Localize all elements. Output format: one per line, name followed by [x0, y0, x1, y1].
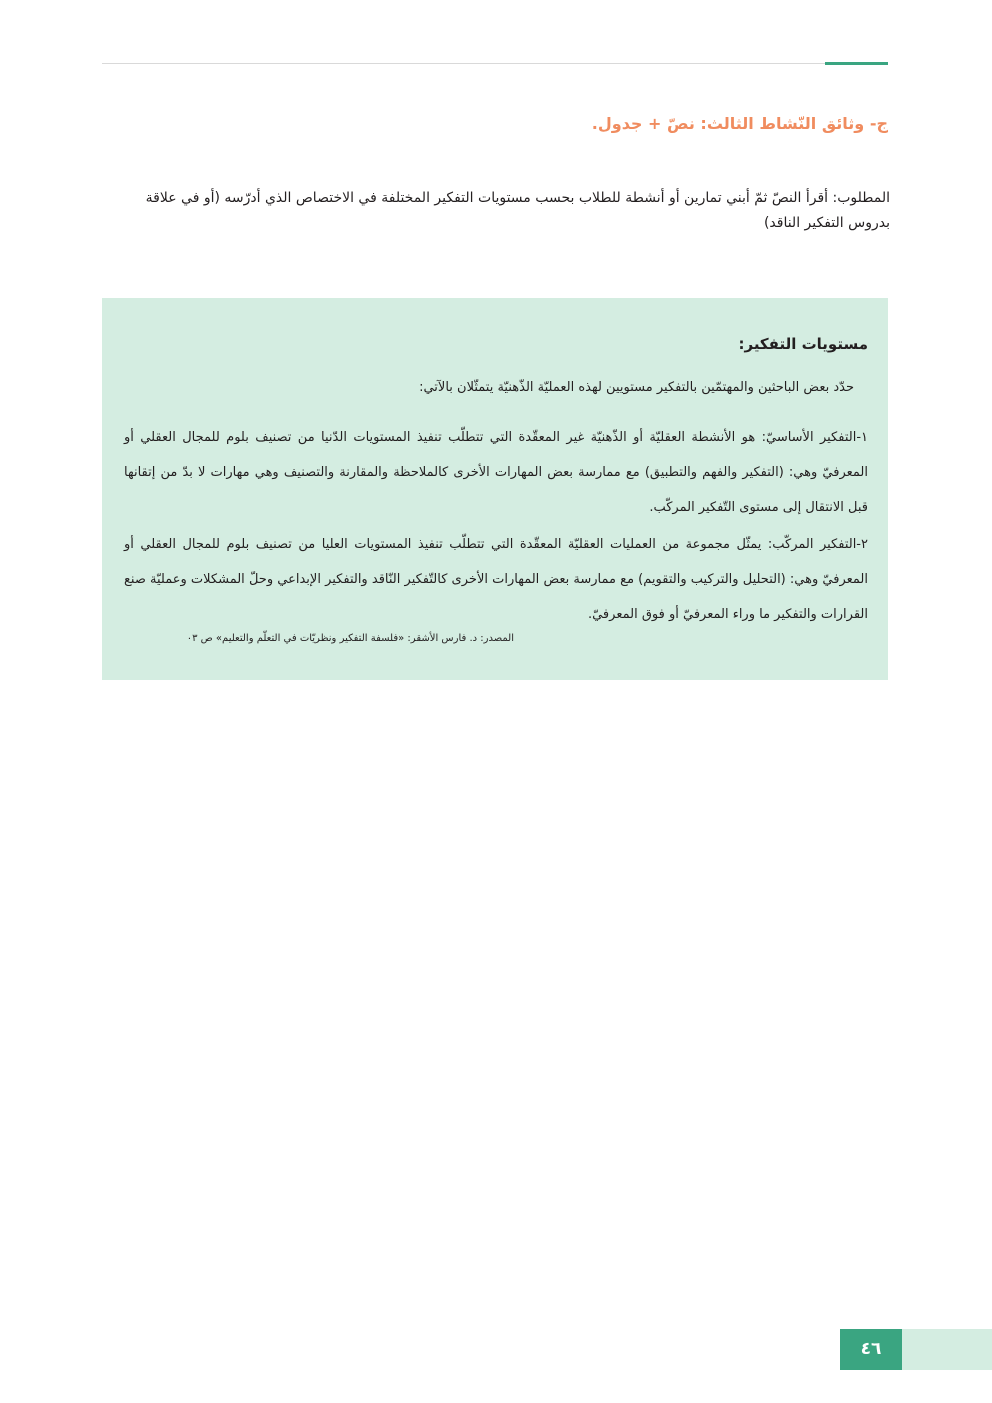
- activity-heading: ج- وثائق النّشاط الثالث: نصّ + جدول.: [591, 114, 888, 133]
- header-divider: [102, 63, 888, 64]
- reading-box-intro: حدّد بعض الباحثين والمهتمّين بالتفكير مستويين لهذه العمليّة الذّهنيّة يتمثّلان بالآتي:: [419, 380, 854, 395]
- task-instructions: المطلوب: أقرأ النصّ ثمّ أبني تمارين أو أنشطة للطلاب بحسب مستويات التفكير المختلفة في الاختصاص الذي أدرّسه (أو في علاقة بدروس التفكير الناقد): [145, 190, 890, 231]
- header-accent-line: [825, 62, 888, 65]
- basic-thinking-paragraph: ١-التفكير الأساسيّ: هو الأنشطة العقليّة أو الذّهنيّة غير المعقّدة التي تتطلّب تنفيذ المستويات الدّنيا من تصنيف بلوم للمجال العقلي أو المعرفيّ وهي: (التفكير والفهم والتطبيق) مع ممارسة بعض المهارات الأخرى كالملاحظة والمقارنة والتصنيف وهي مهارات لا بدّ من إتقانها قبل الانتقال إلى مستوى التّفكير المركّب.: [124, 430, 868, 515]
- reading-box-title: مستويات التفكير:: [738, 335, 868, 353]
- page-number: ٤٦: [840, 1329, 902, 1370]
- source-citation: المصدر: د. فارس الأشقر: «فلسفة التفكير ونظريّات في التعلّم والتعليم» ص ٠٣: [186, 633, 514, 644]
- footer-bar: [902, 1329, 992, 1370]
- complex-thinking-paragraph: ٢-التفكير المركّب: يمثّل مجموعة من العمليات العقليّة المعقّدة التي تتطلّب تنفيذ المستويات العليا من تصنيف بلوم للمجال العقلي أو المعرفيّ وهي: (التحليل والتركيب والتقويم) مع ممارسة بعض المهارات الأخرى كالتّفكير النّاقد والتفكير الإبداعي وحلّ المشكلات وعمليّة صنع القرارات والتفكير ما وراء المعرفيّ أو فوق المعرفيّ.: [124, 537, 868, 622]
